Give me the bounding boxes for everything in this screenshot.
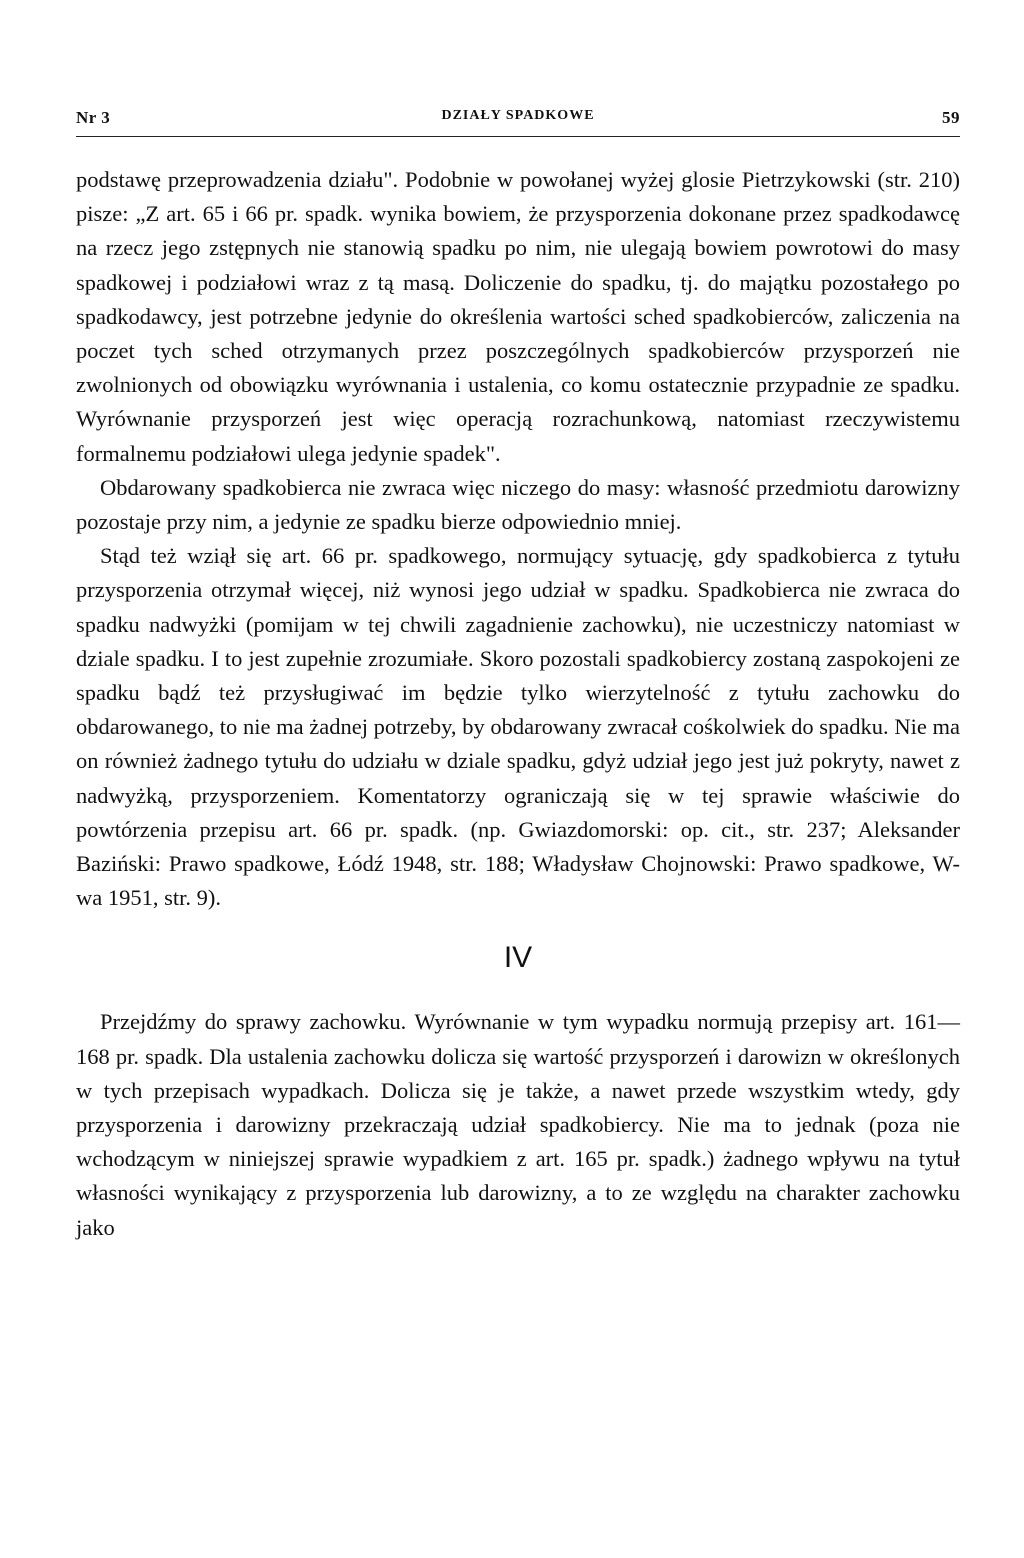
header-rule [76,136,960,137]
body-text [76,163,960,1245]
document-page [76,96,960,1245]
issue-number: Nr 3 [76,108,111,127]
page-number: 59 [942,108,960,127]
running-head [76,96,960,126]
paragraph: Obdarowany spadkobierca nie zwraca więc niczego do masy: własność przedmiotu darowizny pozostaje przy nim, a jedynie ze spadku bierze odpowiednio mniej. [76,474,960,535]
paragraph: Przejdźmy do sprawy zachowku. Wyrównanie w tym wypadku normują przepisy art. 161—168 pr. spadk. Dla ustalenia zachowku dolicza się wartość przysporzeń i darowizn w określonych w tych przepisach wypadkach. Dolicza się je także, a nawet przede wszystkim wtedy, gdy przysporzenia i darowizny przekraczają udział spadkobiercy. Nie ma to jednak (poza nie wchodzącym w niniejszej sprawie wypadkiem z art. 165 pr. spadk.) żadnego wpływu na tytuł własności wynikający z przysporzenia lub darowizny, a to ze względu na charakter zachowku jako [76,1009,960,1240]
paragraph: podstawę przeprowadzenia działu". Podobnie w powołanej wyżej glosie Pietrzykowski (str. 210) pisze: „Z art. 65 i 66 pr. spadk. wynika bowiem, że przysporzenia dokonane przez spadkodawcę na rzecz jego zstępnych nie stanowią spadku po nim, nie ulegają bowiem powrotowi do masy spadkowej i podziałowi wraz z tą masą. Doliczenie do spadku, tj. do majątku pozostałego po spadkodawcy, jest potrzebne jedynie do określenia wartości sched spadkobierców, zaliczenia na poczet tych sched otrzymanych przez poszczególnych spadkobierców przysporzeń nie zwolnionych od obowiązku wyrównania i ustalenia, co komu ostatecznie przypadnie ze spadku. Wyrównanie przysporzeń jest więc operacją rozrachunkową, natomiast rzeczywistemu formalnemu podziałowi ulega jedynie spadek". [76,167,960,466]
paragraph: Stąd też wziął się art. 66 pr. spadkowego, normujący sytuację, gdy spadkobierca z tytułu przysporzenia otrzymał więcej, niż wynosi jego udział w spadku. Spadkobierca nie zwraca do spadku nadwyżki (pomijam w tej chwili zagadnienie zachowku), nie uczestniczy natomiast w dziale spadku. I to jest zupełnie zrozumiałe. Skoro pozostali spadkobiercy zostaną zaspokojeni ze spadku bądź też przysługiwać im będzie tylko wierzytelność z tytułu zachowku do obdarowanego, to nie ma żadnej potrzeby, by obdarowany zwracał cośkolwiek do spadku. Nie ma on również żadnego tytułu do udziału w dziale spadku, gdyż udział jego jest już pokryty, nawet z nadwyżką, przysporzeniem. Komentatorzy ograniczają się w tej sprawie właściwie do powtórzenia przepisu art. 66 pr. spadk. (np. Gwiazdomorski: op. cit., str. 237; Aleksander Baziński: Prawo spadkowe, Łódź 1948, str. 188; Władysław Chojnowski: Prawo spadkowe, W-wa 1951, str. 9). [76,543,960,911]
running-title: DZIAŁY SPADKOWE [441,108,595,123]
section-heading: IV [503,941,533,975]
